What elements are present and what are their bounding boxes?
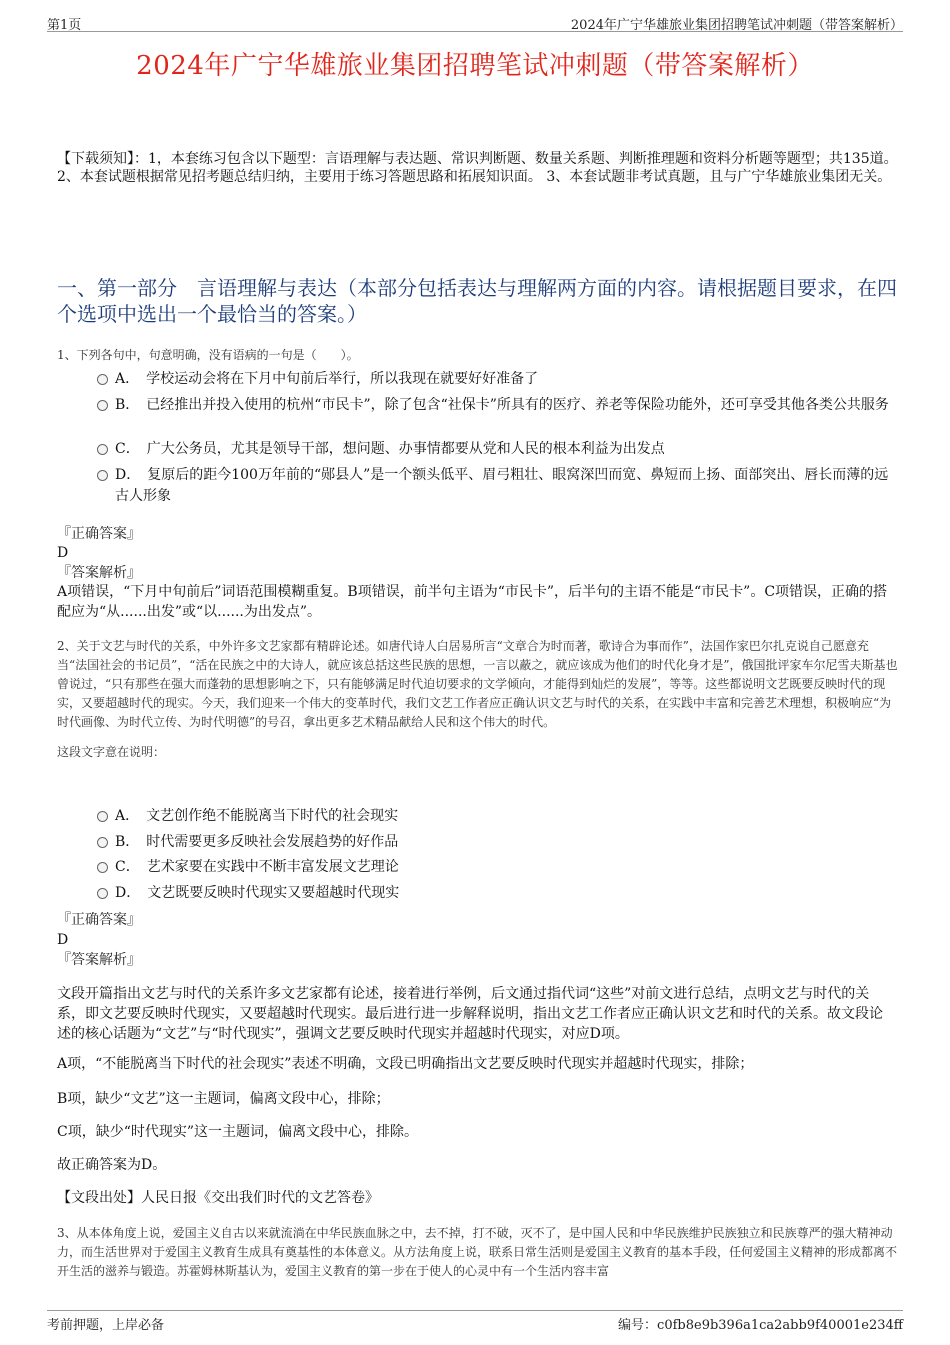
q2-option-c[interactable] — [97, 857, 897, 878]
q2-option-b[interactable] — [97, 832, 897, 853]
document-id: 编号：c0fb8e9b396a1ca2abb9f40001e234ff — [618, 1318, 903, 1333]
analysis-paragraph: C项，缺少“时代现实”这一主题词，偏离文段中心，排除。 — [57, 1124, 419, 1140]
option-text: A． 文艺创作绝不能脱离当下时代的社会现实 — [115, 808, 399, 824]
download-notice: 【下载须知】：1，本套练习包含以下题型：言语理解与表达题、常识判断题、数量关系题、判断推理题和资料分析题等题型；共135道。 2、本套试题根据常见招考题总结归纳，主要用于练习答题思路和拓展知识面。 3、本套试题非考试真题，且与广宁华雄旅业集团无关。 — [57, 151, 898, 185]
header-divider — [47, 31, 903, 32]
option-text: D． 文艺既要反映时代现实又要超越时代现实 — [115, 885, 400, 901]
option-text: C． 广大公务员，尤其是领导干部，想问题、办事情都要从党和人民的根本利益为出发点 — [115, 441, 665, 457]
q2-option-a[interactable] — [97, 806, 897, 827]
analysis-paragraph: 故正确答案为D。 — [57, 1157, 167, 1173]
question-2-stem: 2、关于文艺与时代的关系，中外许多文艺家都有精辟论述。如唐代诗人白居易所言“文章合为时而著，歌诗合为事而作”，法国作家巴尔扎克说自己愿意充当“法国社会的书记员”，“活在民族之中的大诗人，就应该总括这些民族的思想，一言以蔽之，就应该成为他们的时代化身才是”，俄国批评家车尔尼雪夫斯基也曾说过，“只有那些在强大而蓬勃的思想影响之下，只有能够满足时代迫切要求的文学倾向，才能得到灿烂的发展”，等等。这些都说明文艺既要反映时代的现实，又要超越时代的现实。今天，我们迎来一个伟大的变革时代，我们文艺工作者应正确认识文艺与时代的关系，在实践中丰富和完善艺术理想，积极响应“为时代画像、为时代立传、为时代明德”的号召，拿出更多艺术精品献给人民和这个伟大的时代。 — [57, 639, 898, 729]
answer-value: D — [57, 932, 69, 948]
q1-option-d[interactable] — [97, 465, 897, 507]
section-heading: 一、第一部分 言语理解与表达（本部分包括表达与理解两方面的内容。请根据题目要求，在四个选项中选出一个最恰当的答案。） — [57, 276, 897, 326]
page-number: 第1页 — [47, 18, 82, 33]
q2-option-d[interactable] — [97, 883, 897, 904]
answer-value: D — [57, 545, 69, 561]
q1-option-b[interactable] — [97, 395, 897, 437]
document-title: 2024年广宁华雄旅业集团招聘笔试冲刺题（带答案解析） — [136, 51, 814, 81]
q1-option-c[interactable] — [97, 439, 897, 460]
radio-button[interactable] — [97, 400, 108, 411]
analysis-paragraph: B项，缺少“文艺”这一主题词，偏离文段中心，排除； — [57, 1091, 390, 1107]
analysis-paragraph: 文段开篇指出文艺与时代的关系许多文艺家都有论述，接着进行举例，后文通过指代词“这些”对前文进行总结，点明文艺与时代的关系，即文艺要反映时代现实，又要超越时代现实。最后进行进一步解释说明，指出文艺工作者应正确认识文艺和时代的关系。故文段论述的核心话题为“文艺”与“时代现实”，强调文艺要反映时代现实并超越时代现实，对应D项。 — [57, 986, 883, 1042]
analysis-text: A项错误，“下月中旬前后”词语范围模糊重复。B项错误，前半句主语为“市民卡”，后半句的主语不能是“市民卡”。C项错误，正确的搭配应为“从......出发”或“以......为出发点”。 — [57, 584, 888, 620]
question-2-prompt: 这段文字意在说明： — [57, 745, 166, 759]
option-text: C． 艺术家要在实践中不断丰富发展文艺理论 — [115, 859, 399, 875]
radio-button[interactable] — [97, 470, 108, 481]
answer-label: 『正确答案』 — [57, 912, 141, 928]
answer-label: 『正确答案』 — [57, 526, 141, 542]
footer-slogan: 考前押题，上岸必备 — [47, 1318, 165, 1333]
running-title: 2024年广宁华雄旅业集团招聘笔试冲刺题（带答案解析） — [570, 18, 903, 33]
question-1-stem: 1、下列各句中，句意明确，没有语病的一句是（ ）。 — [57, 348, 359, 362]
option-text: B． 已经推出并投入使用的杭州“市民卡”，除了包含“社保卡”所具有的医疗、养老等保险功能外，还可享受其他各类公共服务 — [115, 397, 889, 413]
analysis-paragraph: A项，“不能脱离当下时代的社会现实”表述不明确，文段已明确指出文艺要反映时代现实并超越时代现实，排除； — [57, 1056, 754, 1072]
option-text: D． 复原后的距今100万年前的“郧县人”是一个额头低平、眉弓粗壮、眼窝深凹而宽、鼻短而上扬、面部突出、唇长而薄的远古人形象 — [115, 467, 889, 504]
option-text: B． 时代需要更多反映社会发展趋势的好作品 — [115, 834, 399, 850]
analysis-label: 『答案解析』 — [57, 952, 141, 968]
radio-button[interactable] — [97, 374, 108, 385]
footer-divider — [47, 1310, 903, 1311]
question-3-stem: 3、从本体角度上说，爱国主义自古以来就流淌在中华民族血脉之中，去不掉，打不破，灭不了，是中国人民和中华民族维护民族独立和民族尊严的强大精神动力，而生活世界对于爱国主义教育生成具有奠基性的本体意义。从方法角度上说，联系日常生活则是爱国主义教育的基本手段，任何爱国主义精神的形成都离不开生活的滋养与锻造。苏霍姆林斯基认为，爱国主义教育的第一步在于使人的心灵中有一个生活内容丰富 — [57, 1226, 898, 1278]
radio-button[interactable] — [97, 444, 108, 455]
q1-option-a[interactable] — [97, 369, 897, 390]
radio-button[interactable] — [97, 862, 108, 873]
option-text: A． 学校运动会将在下月中旬前后举行，所以我现在就要好好准备了 — [115, 371, 539, 387]
source-citation: 【文段出处】人民日报《交出我们时代的文艺答卷》 — [57, 1190, 379, 1206]
radio-button[interactable] — [97, 811, 108, 822]
analysis-label: 『答案解析』 — [57, 565, 141, 581]
radio-button[interactable] — [97, 837, 108, 848]
radio-button[interactable] — [97, 888, 108, 899]
